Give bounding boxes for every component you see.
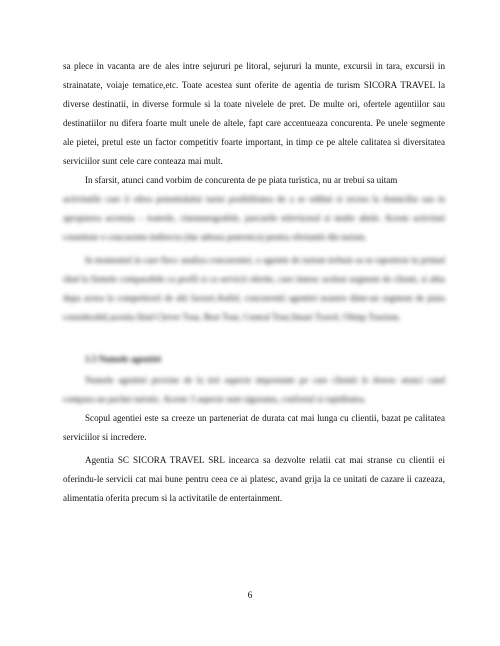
section-heading-agency-name: 1.5 Numele agentiei (85, 354, 162, 364)
page-content (63, 57, 445, 508)
paragraph-agency-goal: Scopul agentiei este sa creeze un parteneriat de durata cat mai lunga cu clientii, bazat pe calitatea serviciilor si incredere. (63, 413, 445, 442)
paragraph-agency-name-blurred: Numele agentiei provine de la trei aspecte importante pe care clientii le doresc atunci cand compara un pachet turistic. Aceste 3 aspecte sunt siguranta, confortul si rapiditatea. (63, 375, 445, 404)
paragraph-offers: sa plece in vacanta are de ales intre sejururi pe litoral, sejururi la munte, excursii in tara, excursii in strainatate, voiaje tematice,etc. Toate acestea sunt oferite de agentia de turism SICORA TRAVEL la diverse destinatii, in diverse formule si la toate nivelele de pret. De multe ori, ofertele agentiilor sau destinatiilor nu difera foarte mult unele de altele, fapt care accentueaza concurenta. Pe unele segmente ale pietei, pretul este un factor competitiv foarte important, in timp ce pe altele calitatea si diversitatea serviciilor sunt cele care conteaza mai mult. (63, 61, 445, 166)
page-number: 6 (247, 591, 253, 601)
paragraph-competition-intro: In sfarsit, atunci cand vorbim de concurenta de pe piata turistica, nu ar trebui sa uitam (85, 175, 398, 185)
paragraph-competition-blurred: activitatile care ii ofera potentialului turist posibilitatea de a se odihni si recrea la domiciliu sau in apropierea acestuia – teatrele, cinematografele, parcurile televizorul si multe altele. Aceste activitati constituie o concurenta indirecta (dar adesea puternica) pentru ofertantii din turism. (63, 194, 445, 242)
paragraph-agency-relations: Agentia SC SICORA TRAVEL SRL incearca sa dezvolte relatii cat mai stranse cu clientii ei oferindu-le servicii cat mai bune pentru ceea ce ai platesc, avand grija la ce unitati de cazare ii cazeaza, alimentatia oferita precum si la activitatile de entertainment. (63, 455, 445, 503)
paragraph-competitors-blurred: In momentul in care fiecc analiza concurentei, o agentie de turism trebuie sa se raporteze in primul rând la firmele comparabile ca profil si ca servicii oferite, care tintesc acelasi segment de clienti, si abia dupa aceea la competitorii de alti factori.Astfel, concurentii agentiei noastre dintr-un segment de piata considerabil,acestia fiind Clever Tour, Best Tour, Central Tour,Smart Travel, Olimp Tourism. (63, 255, 445, 322)
